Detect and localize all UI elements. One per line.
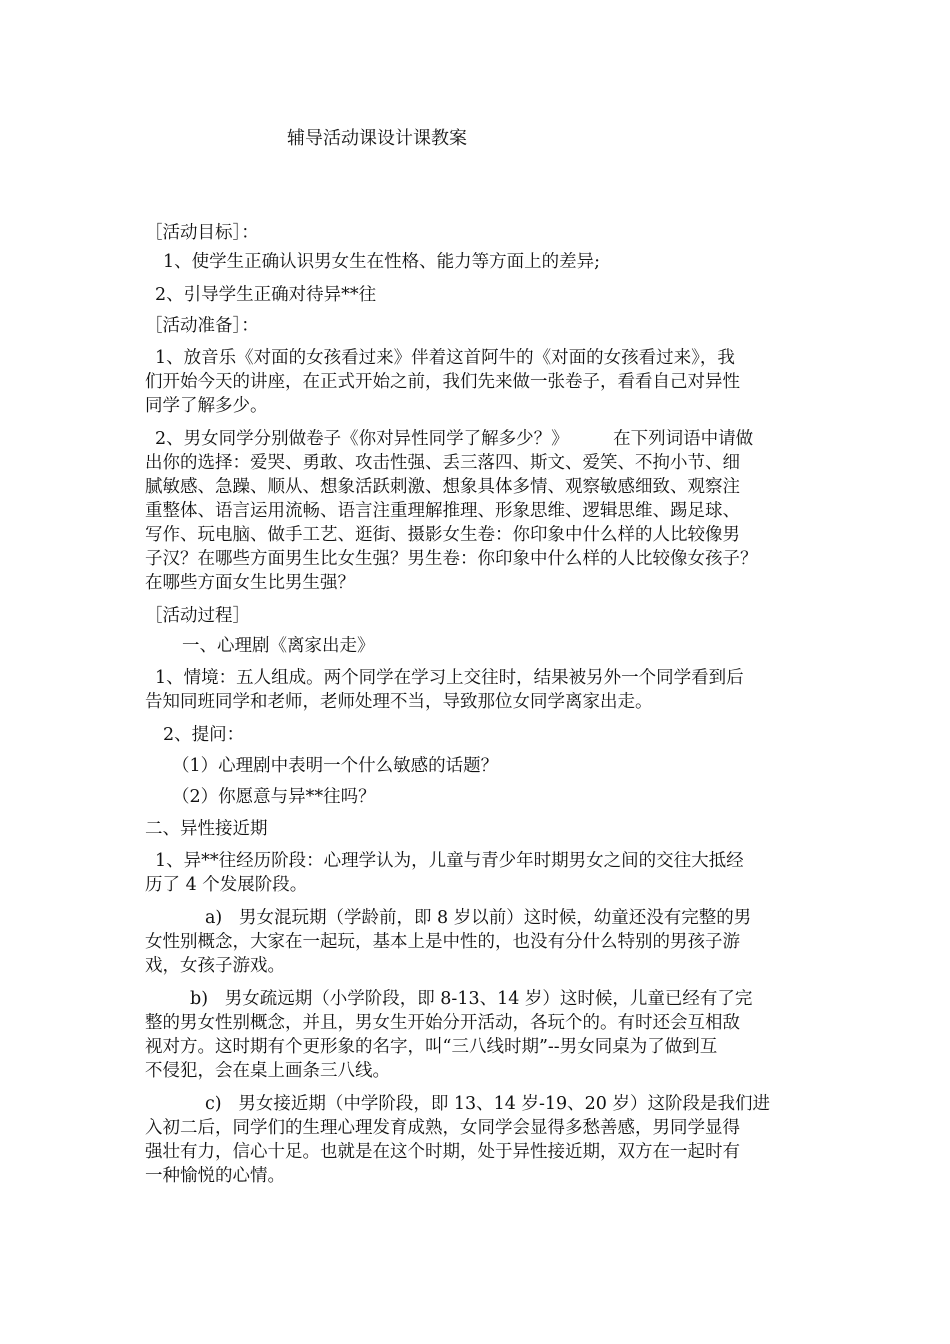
paragraph-line: 重整体、语言运用流畅、语言注重理解推理、形象思维、逻辑思维、踢足球、 xyxy=(145,501,740,521)
goal-item-2: 2、引导学生正确对待异**往 xyxy=(155,285,377,305)
subsection-heading: 二、异性接近期 xyxy=(145,819,268,839)
paragraph-line: 1、异**往经历阶段：心理学认为，儿童与青少年时期男女之间的交往大抵经 xyxy=(155,851,744,871)
paragraph-line: 出你的选择：爱哭、勇敢、攻击性强、丢三落四、斯文、爱笑、不拘小节、细 xyxy=(145,453,740,473)
paragraph-line: 写作、玩电脑、做手工艺、逛街、摄影女生卷：你印象中什么样的人比较像男 xyxy=(145,525,740,545)
paragraph-line: 历了 4 个发展阶段。 xyxy=(145,875,308,895)
goal-item-1: 1、使学生正确认识男女生在性格、能力等方面上的差异; xyxy=(163,252,601,272)
document-title: 辅导活动课设计课教案 xyxy=(287,128,467,149)
question-item: （1）心理剧中表明一个什么敏感的话题？ xyxy=(172,756,499,776)
paragraph-line: 入初二后，同学们的生理心理发育成熟，女同学会显得多愁善感，男同学显得 xyxy=(145,1118,740,1138)
paragraph-line: 子汉？在哪些方面男生比女生强？男生卷：你印象中什么样的人比较像女孩子？ xyxy=(145,549,758,569)
section-heading-process: ［活动过程］ xyxy=(145,606,250,626)
paragraph-line: 们开始今天的讲座，在正式开始之前，我们先来做一张卷子，看看自己对异性 xyxy=(145,372,740,392)
paragraph-line: 腻敏感、急躁、顺从、想象活跃刺激、想象具体多情、观察敏感细致、观察注 xyxy=(145,477,740,497)
paragraph-line: 1、情境：五人组成。两个同学在学习上交往时，结果被另外一个同学看到后 xyxy=(155,668,744,688)
paragraph-line: 2、提问： xyxy=(163,725,245,745)
paragraph-line: 整的男女性别概念，并且，男女生开始分开活动，各玩个的。有时还会互相敌 xyxy=(145,1013,740,1033)
paragraph-line: 一种愉悦的心情。 xyxy=(145,1166,285,1186)
paragraph-line: 在哪些方面女生比男生强？ xyxy=(145,573,355,593)
paragraph-line: 视对方。这时期有个更形象的名字，叫“三八线时期”--男女同桌为了做到互 xyxy=(145,1037,718,1057)
section-heading-preparation: ［活动准备］： xyxy=(145,316,259,336)
question-item: （2）你愿意与异**往吗？ xyxy=(172,787,376,807)
section-heading-goals: ［活动目标］： xyxy=(145,223,259,243)
paragraph-line: 不侵犯，会在桌上画条三八线。 xyxy=(145,1061,390,1081)
paragraph-line: 2、男女同学分别做卷子《你对异性同学了解多少？》 在下列词语中请做 xyxy=(155,429,754,449)
paragraph-line: b) 男女疏远期（小学阶段，即 8-13、14 岁）这时候，儿童已经有了完 xyxy=(190,989,753,1009)
paragraph-line: a) 男女混玩期（学龄前，即 8 岁以前）这时候，幼童还没有完整的男 xyxy=(205,908,752,928)
paragraph-line: 强壮有力，信心十足。也就是在这个时期，处于异性接近期，双方在一起时有 xyxy=(145,1142,740,1162)
subsection-heading: 一、心理剧《离家出走》 xyxy=(182,636,375,656)
paragraph-line: 告知同班同学和老师，老师处理不当，导致那位女同学离家出走。 xyxy=(145,692,653,712)
paragraph-line: c) 男女接近期（中学阶段，即 13、14 岁-19、20 岁）这阶段是我们进 xyxy=(205,1094,770,1114)
paragraph-line: 戏，女孩子游戏。 xyxy=(145,956,285,976)
paragraph-line: 女性别概念，大家在一起玩，基本上是中性的，也没有分什么特别的男孩子游 xyxy=(145,932,740,952)
paragraph-line: 1、放音乐《对面的女孩看过来》伴着这首阿牛的《对面的女孩看过来》，我 xyxy=(155,348,735,368)
paragraph-line: 同学了解多少。 xyxy=(145,396,268,416)
